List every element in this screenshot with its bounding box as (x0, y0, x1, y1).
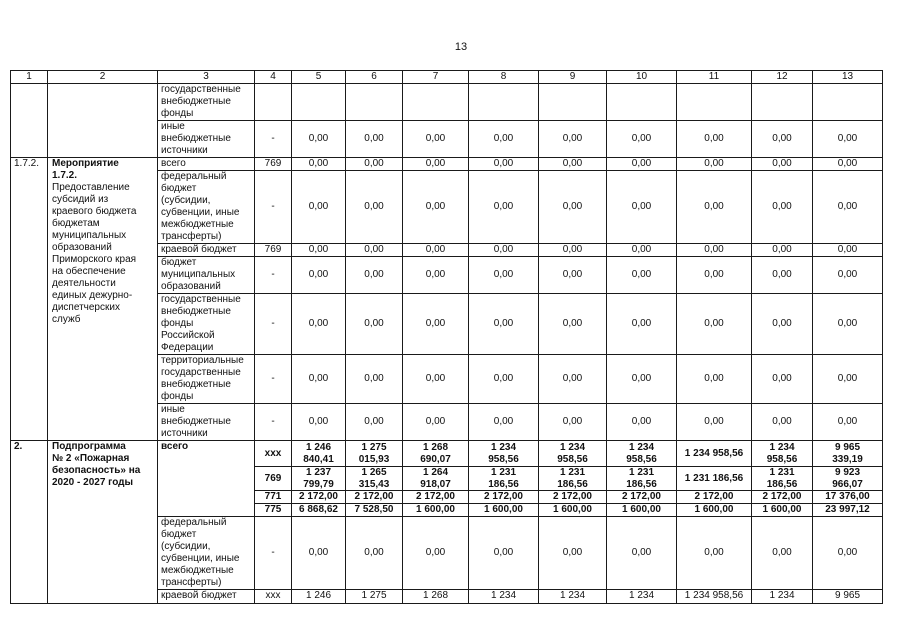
funding-source-cell-line: Федерации (161, 342, 214, 353)
value-cell: 0,00 (752, 257, 813, 294)
measure-description-line: муниципальных (52, 230, 127, 241)
value-cell: 0,00 (346, 404, 403, 441)
funding-source-cell (158, 294, 255, 355)
value-cell: 0,00 (813, 121, 883, 158)
funding-source-cell-line: трансферты) (161, 577, 222, 588)
value-cell (813, 84, 883, 121)
value-cell: 0,00 (607, 355, 677, 404)
row-name-cell (48, 84, 158, 158)
column-number-row (11, 71, 883, 84)
measure-description-line: на обеспечение (52, 266, 126, 277)
value-cell: 0,00 (539, 355, 607, 404)
value-cell: 0,00 (752, 244, 813, 257)
value-cell: 0,00 (607, 404, 677, 441)
value-cell: 1 231 186,56 (469, 467, 539, 491)
value-cell: 0,00 (813, 158, 883, 171)
funding-source-cell-line: федеральный (161, 517, 227, 528)
value-cell: 0,00 (607, 158, 677, 171)
value-cell: 0,00 (677, 121, 752, 158)
budget-code-cell: xxx (255, 441, 292, 467)
value-cell: 1 264 918,07 (403, 467, 469, 491)
column-number: 4 (255, 71, 292, 84)
funding-source-cell (158, 171, 255, 244)
value-cell: 0,00 (469, 257, 539, 294)
funding-source-cell-line: внебюджетные (161, 379, 231, 390)
funding-source-cell-line: внебюджетные (161, 133, 231, 144)
value-cell: 17 376,00 (813, 491, 883, 504)
value-cell: 0,00 (539, 294, 607, 355)
value-cell: 0,00 (292, 121, 346, 158)
funding-source-cell-line: государственные (161, 294, 241, 305)
funding-source-cell-line: образований (161, 281, 221, 292)
subprogram-title-line: Подпрограмма (52, 441, 126, 452)
value-cell (403, 84, 469, 121)
value-cell: 0,00 (752, 355, 813, 404)
measure-title-line: 1.7.2. (52, 170, 78, 181)
funding-source-cell-line: бюджет (161, 183, 197, 194)
measure-description-line: деятельности (52, 278, 116, 289)
value-cell: 0,00 (403, 244, 469, 257)
funding-source-cell-line: фонды (161, 391, 194, 402)
value-cell: 2 172,00 (677, 491, 752, 504)
value-cell: 0,00 (677, 171, 752, 244)
value-cell: 0,00 (469, 404, 539, 441)
measure-description-line: краевого бюджета (52, 206, 137, 217)
value-cell: 0,00 (677, 355, 752, 404)
measure-number: 1.7.2. (11, 158, 48, 441)
value-cell: 23 997,12 (813, 504, 883, 517)
funding-source-cell-line: всего (161, 158, 186, 169)
value-cell: 0,00 (607, 244, 677, 257)
value-cell: 0,00 (607, 121, 677, 158)
value-cell: 1 600,00 (539, 504, 607, 517)
funding-source-cell (158, 517, 255, 590)
value-cell: 1 246 (292, 590, 346, 604)
funding-source-cell-line: иные (161, 121, 185, 132)
value-cell (607, 84, 677, 121)
budget-code-cell: - (255, 171, 292, 244)
funding-source-cell-line: трансферты) (161, 231, 222, 242)
value-cell: 0,00 (292, 244, 346, 257)
funding-source-cell-line: муниципальных (161, 269, 236, 280)
funding-source-cell (158, 404, 255, 441)
funding-source-cell (158, 121, 255, 158)
value-cell: 0,00 (292, 171, 346, 244)
value-cell: 1 237 799,79 (292, 467, 346, 491)
value-cell: 0,00 (752, 121, 813, 158)
page-number: 13 (454, 41, 468, 53)
budget-code-cell: 771 (255, 491, 292, 504)
value-cell: 0,00 (677, 244, 752, 257)
value-cell: 0,00 (813, 294, 883, 355)
funding-source-cell (158, 590, 255, 604)
value-cell: 1 275 (346, 590, 403, 604)
column-number: 2 (48, 71, 158, 84)
value-cell: 0,00 (292, 257, 346, 294)
funding-source-cell-line: (субсидии, (161, 541, 211, 552)
value-cell: 0,00 (539, 244, 607, 257)
value-cell: 0,00 (292, 158, 346, 171)
value-cell: 1 234 (469, 590, 539, 604)
measure-description-line: Приморского края (52, 254, 137, 265)
value-cell: 1 234 (752, 590, 813, 604)
value-cell: 0,00 (346, 355, 403, 404)
value-cell: 2 172,00 (346, 491, 403, 504)
funding-source-cell-line: территориальные (161, 355, 244, 366)
value-cell: 0,00 (403, 294, 469, 355)
measure-description-line: единых дежурно- (52, 290, 133, 301)
value-cell: 1 234 958,56 (677, 441, 752, 467)
funding-source-cell (158, 84, 255, 121)
value-cell: 0,00 (677, 404, 752, 441)
column-number: 11 (677, 71, 752, 84)
value-cell: 0,00 (752, 294, 813, 355)
funding-source-cell-line: государственные (161, 367, 241, 378)
value-cell: 9 923 966,07 (813, 467, 883, 491)
value-cell: 1 234 (539, 590, 607, 604)
value-cell: 1 234 958,56 (752, 441, 813, 467)
value-cell: 0,00 (403, 257, 469, 294)
column-number: 5 (292, 71, 346, 84)
funding-source-cell-line: государственные (161, 84, 241, 95)
funding-source-cell-line: фонды (161, 108, 194, 119)
value-cell: 0,00 (752, 171, 813, 244)
column-number: 13 (813, 71, 883, 84)
funding-source-cell-line: межбюджетные (161, 219, 234, 230)
value-cell: 0,00 (539, 404, 607, 441)
value-cell: 0,00 (677, 294, 752, 355)
value-cell: 0,00 (677, 257, 752, 294)
budget-code-cell: - (255, 517, 292, 590)
budget-code-cell: 769 (255, 158, 292, 171)
funding-source-cell-line: иные (161, 404, 185, 415)
budget-code-cell: 769 (255, 244, 292, 257)
measure-description-line: Предоставление (52, 182, 130, 193)
funding-source-cell-line: краевой бюджет (161, 590, 237, 601)
value-cell: 0,00 (403, 121, 469, 158)
budget-code-cell: - (255, 404, 292, 441)
value-cell: 0,00 (539, 121, 607, 158)
column-number: 8 (469, 71, 539, 84)
funding-source-cell-line: субвенции, иные (161, 553, 240, 564)
value-cell: 0,00 (346, 171, 403, 244)
column-number: 6 (346, 71, 403, 84)
value-cell: 0,00 (539, 171, 607, 244)
funding-source-cell-line: (субсидии, (161, 195, 211, 206)
value-cell (752, 84, 813, 121)
budget-table-body (11, 84, 883, 604)
value-cell: 0,00 (752, 517, 813, 590)
column-number: 9 (539, 71, 607, 84)
funding-source-cell-line: бюджет (161, 529, 197, 540)
value-cell: 0,00 (346, 257, 403, 294)
value-cell: 1 234 958,56 (677, 590, 752, 604)
value-cell: 0,00 (292, 294, 346, 355)
measure-description-line: бюджетам (52, 218, 100, 229)
subprogram-title-line: № 2 «Пожарная (52, 453, 130, 464)
budget-table (10, 70, 883, 604)
budget-code-cell: 769 (255, 467, 292, 491)
value-cell: 2 172,00 (607, 491, 677, 504)
budget-code-cell (255, 84, 292, 121)
value-cell (346, 84, 403, 121)
funding-source-cell-line: фонды (161, 318, 194, 329)
value-cell: 2 172,00 (539, 491, 607, 504)
column-number: 1 (11, 71, 48, 84)
value-cell (539, 84, 607, 121)
column-number: 3 (158, 71, 255, 84)
funding-source-cell-line: Российской (161, 330, 215, 341)
value-cell: 0,00 (813, 404, 883, 441)
value-cell: 0,00 (292, 404, 346, 441)
value-cell: 0,00 (469, 158, 539, 171)
measure-title-line: Мероприятие (52, 158, 119, 169)
value-cell: 1 600,00 (677, 504, 752, 517)
value-cell: 0,00 (469, 244, 539, 257)
value-cell: 0,00 (346, 244, 403, 257)
value-cell: 0,00 (813, 355, 883, 404)
column-number: 7 (403, 71, 469, 84)
value-cell: 0,00 (539, 517, 607, 590)
value-cell: 0,00 (346, 294, 403, 355)
measure-description-line: образований (52, 242, 112, 253)
value-cell: 0,00 (813, 171, 883, 244)
value-cell: 0,00 (813, 244, 883, 257)
value-cell: 0,00 (607, 171, 677, 244)
funding-source-cell-line: краевой бюджет (161, 244, 237, 255)
funding-source-cell-line: источники (161, 428, 208, 439)
value-cell: 1 231 186,56 (539, 467, 607, 491)
table-row (11, 158, 883, 171)
value-cell (292, 84, 346, 121)
budget-code-cell: xxx (255, 590, 292, 604)
budget-code-cell: - (255, 355, 292, 404)
value-cell: 0,00 (292, 355, 346, 404)
measure-description-line: диспетчерских (52, 302, 120, 313)
measure-description-line: субсидий из (52, 194, 109, 205)
value-cell: 0,00 (403, 158, 469, 171)
value-cell: 0,00 (813, 517, 883, 590)
value-cell: 1 234 958,56 (539, 441, 607, 467)
value-cell: 1 268 690,07 (403, 441, 469, 467)
subprogram-number: 2. (11, 441, 48, 604)
value-cell: 0,00 (403, 355, 469, 404)
value-cell: 0,00 (752, 404, 813, 441)
value-cell: 9 965 339,19 (813, 441, 883, 467)
funding-source-cell-line: федеральный (161, 171, 227, 182)
value-cell: 0,00 (292, 517, 346, 590)
funding-source-cell-line: бюджет (161, 257, 197, 268)
value-cell: 0,00 (346, 121, 403, 158)
budget-code-cell: - (255, 257, 292, 294)
value-cell: 2 172,00 (403, 491, 469, 504)
value-cell: 1 600,00 (403, 504, 469, 517)
value-cell: 0,00 (539, 257, 607, 294)
budget-code-cell: 775 (255, 504, 292, 517)
measure-description-line: служб (52, 314, 81, 325)
value-cell: 0,00 (469, 517, 539, 590)
value-cell (677, 84, 752, 121)
funding-source-cell: всего (158, 441, 255, 517)
value-cell: 0,00 (752, 158, 813, 171)
funding-source-cell (158, 355, 255, 404)
value-cell: 0,00 (813, 257, 883, 294)
column-number: 12 (752, 71, 813, 84)
budget-code-cell: - (255, 294, 292, 355)
value-cell: 0,00 (346, 517, 403, 590)
value-cell: 0,00 (403, 517, 469, 590)
value-cell: 1 600,00 (607, 504, 677, 517)
subprogram-title-line: 2020 - 2027 годы (52, 477, 134, 488)
table-row (11, 84, 883, 121)
value-cell: 1 234 958,56 (469, 441, 539, 467)
value-cell: 9 965 (813, 590, 883, 604)
value-cell: 1 246 840,41 (292, 441, 346, 467)
value-cell: 0,00 (607, 294, 677, 355)
measure-description (48, 158, 158, 441)
value-cell: 1 268 (403, 590, 469, 604)
value-cell: 2 172,00 (469, 491, 539, 504)
value-cell: 6 868,62 (292, 504, 346, 517)
row-number-cell (11, 84, 48, 158)
value-cell (469, 84, 539, 121)
value-cell: 0,00 (539, 158, 607, 171)
value-cell: 0,00 (403, 404, 469, 441)
budget-table-container (10, 70, 884, 601)
value-cell: 1 275 015,93 (346, 441, 403, 467)
budget-code-cell: - (255, 121, 292, 158)
value-cell: 0,00 (607, 257, 677, 294)
value-cell: 0,00 (469, 355, 539, 404)
value-cell: 1 234 (607, 590, 677, 604)
value-cell: 0,00 (677, 158, 752, 171)
value-cell: 0,00 (469, 294, 539, 355)
value-cell: 0,00 (403, 171, 469, 244)
value-cell: 0,00 (469, 121, 539, 158)
value-cell: 1 265 315,43 (346, 467, 403, 491)
value-cell: 1 231 186,56 (607, 467, 677, 491)
subprogram-title (48, 441, 158, 604)
value-cell: 1 600,00 (469, 504, 539, 517)
funding-source-cell-line: внебюджетные (161, 306, 231, 317)
value-cell: 0,00 (607, 517, 677, 590)
value-cell: 0,00 (346, 158, 403, 171)
funding-source-cell (158, 257, 255, 294)
subprogram-title-line: безопасность» на (52, 465, 141, 476)
funding-source-cell-line: источники (161, 145, 208, 156)
value-cell: 1 231 186,56 (677, 467, 752, 491)
funding-source-cell-line: внебюджетные (161, 96, 231, 107)
value-cell: 0,00 (677, 517, 752, 590)
value-cell: 1 234 958,56 (607, 441, 677, 467)
column-number: 10 (607, 71, 677, 84)
value-cell: 2 172,00 (292, 491, 346, 504)
funding-source-cell (158, 158, 255, 171)
table-row (11, 441, 883, 467)
funding-source-cell-line: внебюджетные (161, 416, 231, 427)
funding-source-cell-line: субвенции, иные (161, 207, 240, 218)
value-cell: 2 172,00 (752, 491, 813, 504)
value-cell: 7 528,50 (346, 504, 403, 517)
funding-source-cell-line: межбюджетные (161, 565, 234, 576)
funding-source-cell (158, 244, 255, 257)
value-cell: 1 231 186,56 (752, 467, 813, 491)
value-cell: 1 600,00 (752, 504, 813, 517)
value-cell: 0,00 (469, 171, 539, 244)
